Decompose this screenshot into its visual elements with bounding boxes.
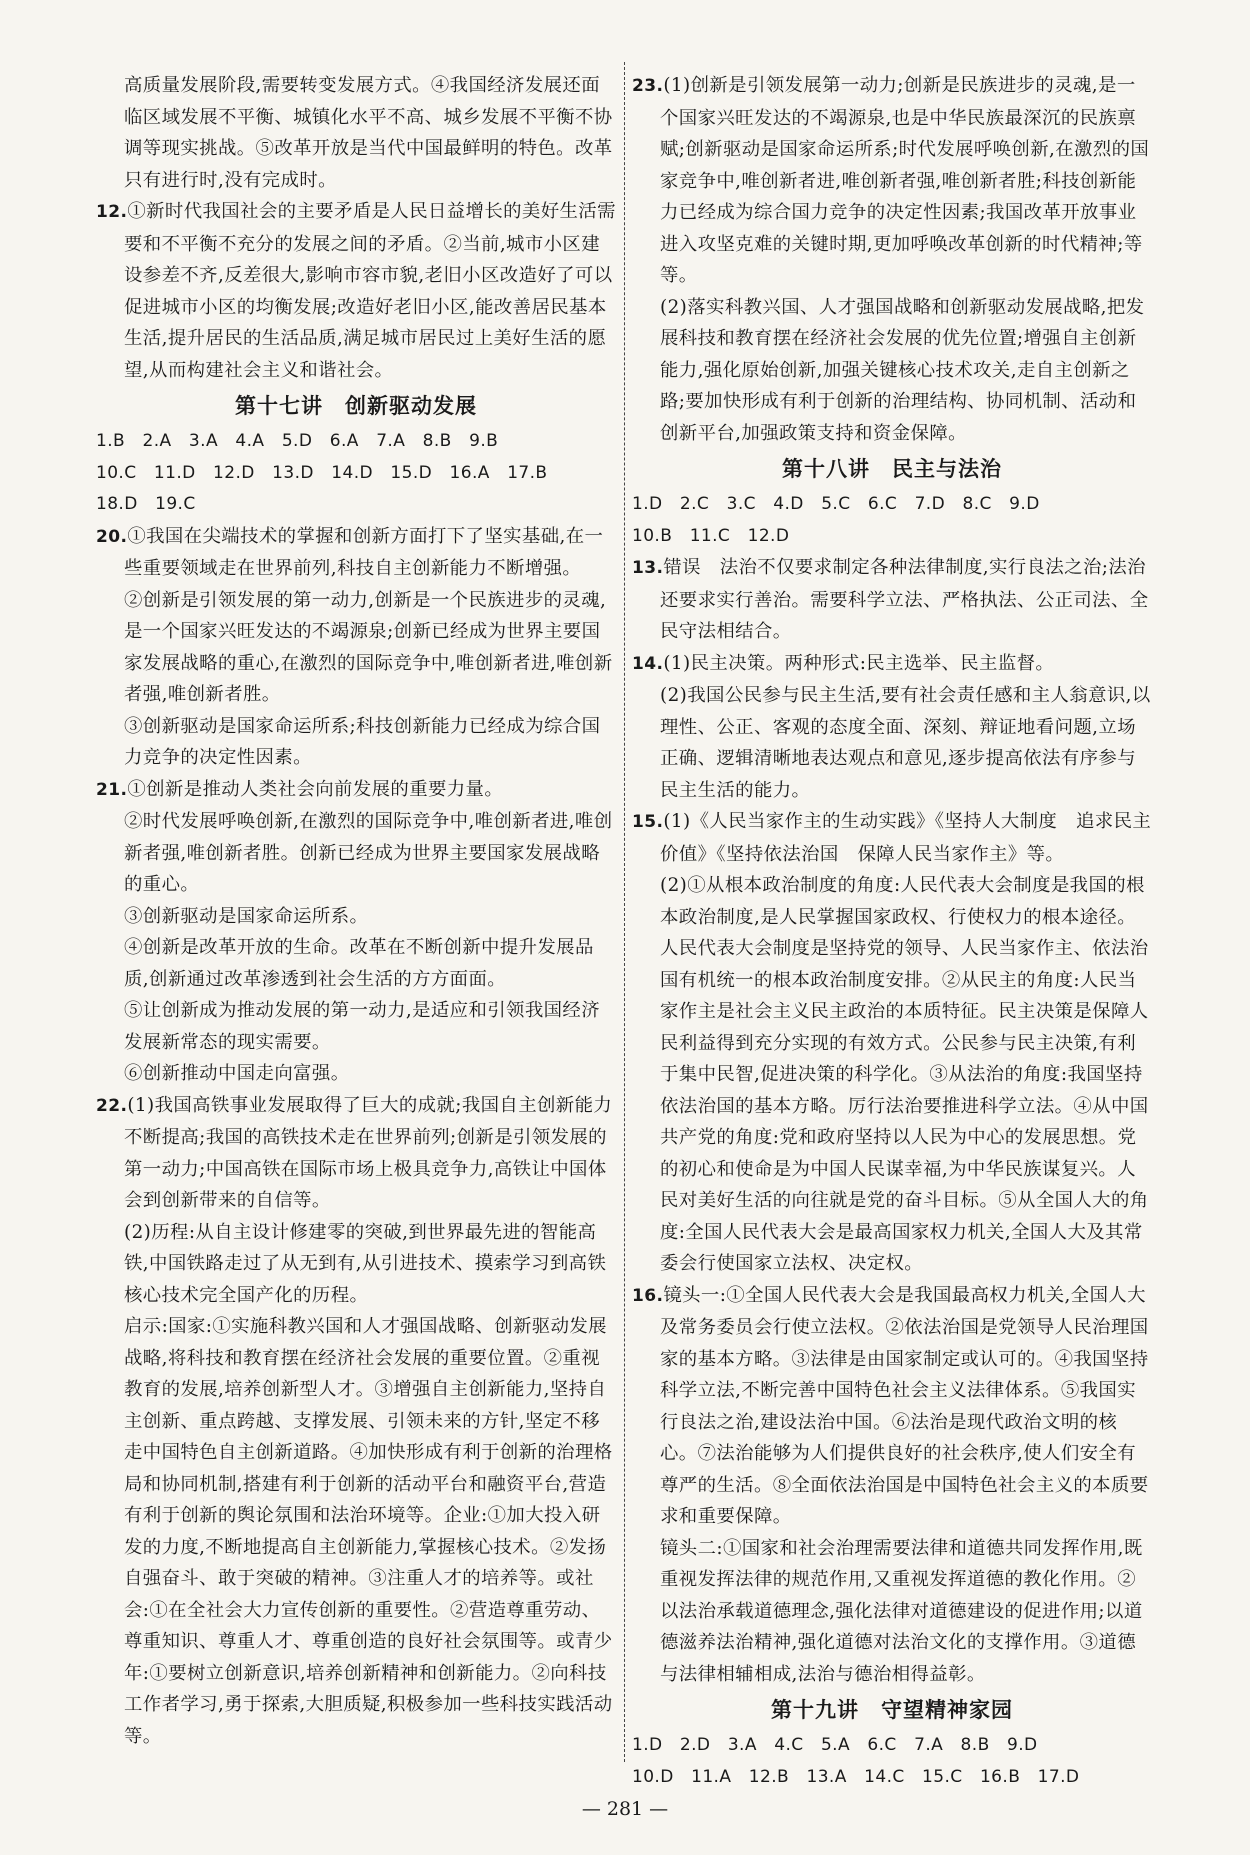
answer-text: 错误 法治不仅要求制定各种法律制度,实行良法之治;法治还要求实行善治。需要科学立法、严格执法、公正司法、全民守法相结合。	[660, 557, 1149, 642]
answer-paragraph: ②时代发展呼唤创新,在激烈的国际竞争中,唯创新者进,唯创新者强,唯创新者胜。创新已经成为世界主要国家发展战略的重心。	[124, 811, 613, 895]
answer-paragraph: 镜头二:①国家和社会治理需要法律和道德共同发挥作用,既重视发挥法律的规范作用,又重视发挥道德的教化作用。②以法治承载道德理念,强化法律对道德建设的促进作用;以道德滋养法治精神,强化道德对法治文化的支撑作用。③道德与法律相辅相成,法治与德治相得益彰。	[660, 1537, 1143, 1685]
section-heading: 第十七讲 创新驱动发展	[235, 394, 477, 418]
answer-paragraph: 高质量发展阶段,需要转变发展方式。④我国经济发展还面临区域发展不平衡、城镇化水平不高、城乡发展不平衡不协调等现实挑战。⑤改革开放是当代中国最鲜明的特色。改革只有进行时,没有完成时。	[124, 75, 613, 191]
answer-text: (1)民主决策。两种形式:民主选举、民主监督。	[663, 652, 1055, 674]
choice-answers: 10.C 11.D 12.D 13.D 14.D 15.D 16.A 17.B	[96, 462, 548, 483]
answer-paragraph: (2)落实科教兴国、人才强国战略和创新驱动发展战略,把发展科技和教育摆在经济社会发展的优先位置;增强自主创新能力,强化原始创新,加强关键核心技术攻关,走自主创新之路;要加快形成有利于创新的治理结构、协同机制、活动和创新平台,加强政策支持和资金保障。	[660, 296, 1145, 444]
question-number: 20.	[96, 526, 128, 547]
question-number: 15.	[632, 812, 664, 832]
answer-text: ①我国在尖端技术的掌握和创新方面打下了坚实基础,在一些重要领域走在世界前列,科技自主创新能力不断增强。	[124, 525, 604, 579]
question-number: 13.	[632, 558, 664, 578]
answer-item	[96, 521, 616, 585]
answer-paragraph: ②创新是引领发展的第一动力,创新是一个民族进步的灵魂,是一个国家兴旺发达的不竭源泉;创新已经成为世界主要国家发展战略的重心,在激烈的国际竞争中,唯创新者进,唯创新者强,唯创新者胜。	[124, 589, 613, 705]
choice-answers: 1.D 2.C 3.C 4.D 5.C 6.C 7.D 8.C 9.D	[632, 494, 1040, 514]
question-number: 14.	[632, 653, 664, 674]
choice-answers: 1.D 2.D 3.A 4.C 5.A 6.C 7.A 8.B 9.D	[632, 1735, 1038, 1755]
answer-item	[632, 70, 1152, 292]
answer-item	[632, 1280, 1152, 1533]
answer-paragraph: ⑤让创新成为推动发展的第一动力,是适应和引领我国经济发展新常态的现实需要。	[124, 1000, 601, 1053]
answer-paragraph: ④创新是改革开放的生命。改革在不断创新中提升发展品质,创新通过改革渗透到社会生活的方方面面。	[124, 937, 594, 990]
answer-paragraph: (2)历程:从自主设计修建零的突破,到世界最先进的智能高铁,中国铁路走过了从无到有,从引进技术、摸索学习到高铁核心技术完全国产化的历程。	[124, 1221, 607, 1306]
answer-text: ①创新是推动人类社会向前发展的重要力量。	[127, 778, 504, 800]
answer-text: (1)我国高铁事业发展取得了巨大的成就;我国自主创新能力不断提高;我国的高铁技术走在世界前列;创新是引领发展的第一动力;中国高铁在国际市场上极具竞争力,高铁让中国体会到创新带来的自信等。	[124, 1094, 613, 1211]
answer-item	[96, 196, 616, 386]
answer-item	[632, 648, 1152, 681]
choice-answers: 10.B 11.C 12.D	[632, 525, 790, 546]
page-number: — 281 —	[581, 1798, 669, 1820]
question-number: 16.	[632, 1285, 664, 1306]
answer-paragraph: 启示:国家:①实施科教兴国和人才强国战略、创新驱动发展战略,将科技和教育摆在经济社会发展的重要位置。②重视教育的发展,培养创新型人才。③增强自主创新能力,坚持自主创新、重点跨越、支撑发展、引领未来的方针,坚定不移走中国特色自主创新道路。④加快形成有利于创新的治理格局和协同机制,搭建有利于创新的活动平台和融资平台,营造有利于创新的舆论氛围和法治环境等。企业:①加大投入研发的力度,不断地提高自主创新能力,掌握核心技术。②发扬自强奋斗、敢于突破的精神。③注重人才的培养等。或社会:①在全社会大力宣传创新的重要性。②营造尊重劳动、尊重知识、尊重人才、尊重创造的良好社会氛围等。或青少年:①要树立创新意识,培养创新精神和创新能力。②向科技工作者学习,勇于探索,大胆质疑,积极参加一些科技实践活动等。	[124, 1316, 613, 1747]
choice-answers: 10.D 11.A 12.B 13.A 14.C 15.C 16.B 17.D	[632, 1766, 1080, 1787]
section-heading: 第十九讲 守望精神家园	[771, 1698, 1013, 1722]
answer-item	[96, 1090, 616, 1217]
answer-text: (1)创新是引领发展第一动力;创新是民族进步的灵魂,是一个国家兴旺发达的不竭源泉,也是中华民族最深沉的民族禀赋;创新驱动是国家命运所系;时代发展呼唤创新,在激烈的国家竞争中,唯创新者进,唯创新者强,唯创新者胜;科技创新能力已经成为综合国力竞争的决定性因素;我国改革开放事业进入攻坚克难的关键时期,更加呼唤改革创新的时代精神;等等。	[660, 75, 1150, 286]
column-divider	[624, 62, 625, 1762]
section-heading: 第十八讲 民主与法治	[782, 457, 1002, 481]
answer-paragraph: (2)我国公民参与民主生活,要有社会责任感和主人翁意识,以理性、公正、客观的态度全面、深刻、辩证地看问题,立场正确、逻辑清晰地表达观点和意见,逐步提高依法有序参与民主生活的能力。	[660, 685, 1151, 801]
question-number: 21.	[96, 779, 128, 800]
answer-item	[632, 806, 1152, 870]
answer-text: (1)《人民当家作主的生动实践》《坚持人大制度 追求民主价值》《坚持依法治国 保障人民当家作主》等。	[660, 811, 1152, 865]
answer-text: ①新时代我国社会的主要矛盾是人民日益增长的美好生活需要和不平衡不充分的发展之间的矛盾。②当前,城市小区建设参差不齐,反差很大,影响市容市貌,老旧小区改造好了可以促进城市小区的均衡发展;改造好老旧小区,能改善居民基本生活,提升居民的生活品质,满足城市居民过上美好生活的愿望,从而构建社会主义和谐社会。	[124, 201, 616, 381]
answer-item	[96, 774, 616, 807]
answer-paragraph: (2)①从根本政治制度的角度:人民代表大会制度是我国的根本政治制度,是人民掌握国家政权、行使权力的根本途径。人民代表大会制度是坚持党的领导、人民当家作主、依法治国有机统一的根本政治制度安排。②从民主的角度:人民当家作主是社会主义民主政治的本质特征。民主决策是保障人民利益得到充分实现的有效方式。公民参与民主决策,有利于集中民智,促进决策的科学化。③从法治的角度:我国坚持依法治国的基本方略。厉行法治要推进科学立法。④从中国共产党的角度:党和政府坚持以人民为中心的发展思想。党的初心和使命是为中国人民谋幸福,为中华民族谋复兴。人民对美好生活的向往就是党的奋斗目标。⑤从全国人大的角度:全国人民代表大会是最高国家权力机关,全国人大及其常委会行使国家立法权、决定权。	[660, 875, 1149, 1274]
question-number: 22.	[96, 1095, 128, 1116]
question-number: 12.	[96, 202, 128, 222]
left-column	[96, 70, 616, 1752]
answer-text: 镜头一:①全国人民代表大会是我国最高权力机关,全国人大及常务委员会行使立法权。②依法治国是党领导人民治理国家的基本方略。③法律是由国家制定或认可的。④我国坚持科学立法,不断完善中国特色社会主义法律体系。⑤我国实行良法之治,建设法治中国。⑥法治是现代政治文明的核心。⑦法治能够为人们提供良好的社会秩序,使人们安全有尊严的生活。⑧全面依法治国是中国特色社会主义的本质要求和重要保障。	[660, 1284, 1149, 1527]
answer-paragraph: ⑥创新推动中国走向富强。	[124, 1063, 350, 1084]
answer-paragraph: ③创新驱动是国家命运所系。	[124, 905, 369, 927]
choice-answers: 1.B 2.A 3.A 4.A 5.D 6.A 7.A 8.B 9.B	[96, 431, 499, 451]
answer-paragraph: ③创新驱动是国家命运所系;科技创新能力已经成为综合国力竞争的决定性因素。	[124, 715, 601, 768]
answer-item	[632, 552, 1152, 648]
question-number: 23.	[632, 76, 664, 96]
right-column	[632, 70, 1152, 1793]
choice-answers: 18.D 19.C	[96, 494, 196, 514]
